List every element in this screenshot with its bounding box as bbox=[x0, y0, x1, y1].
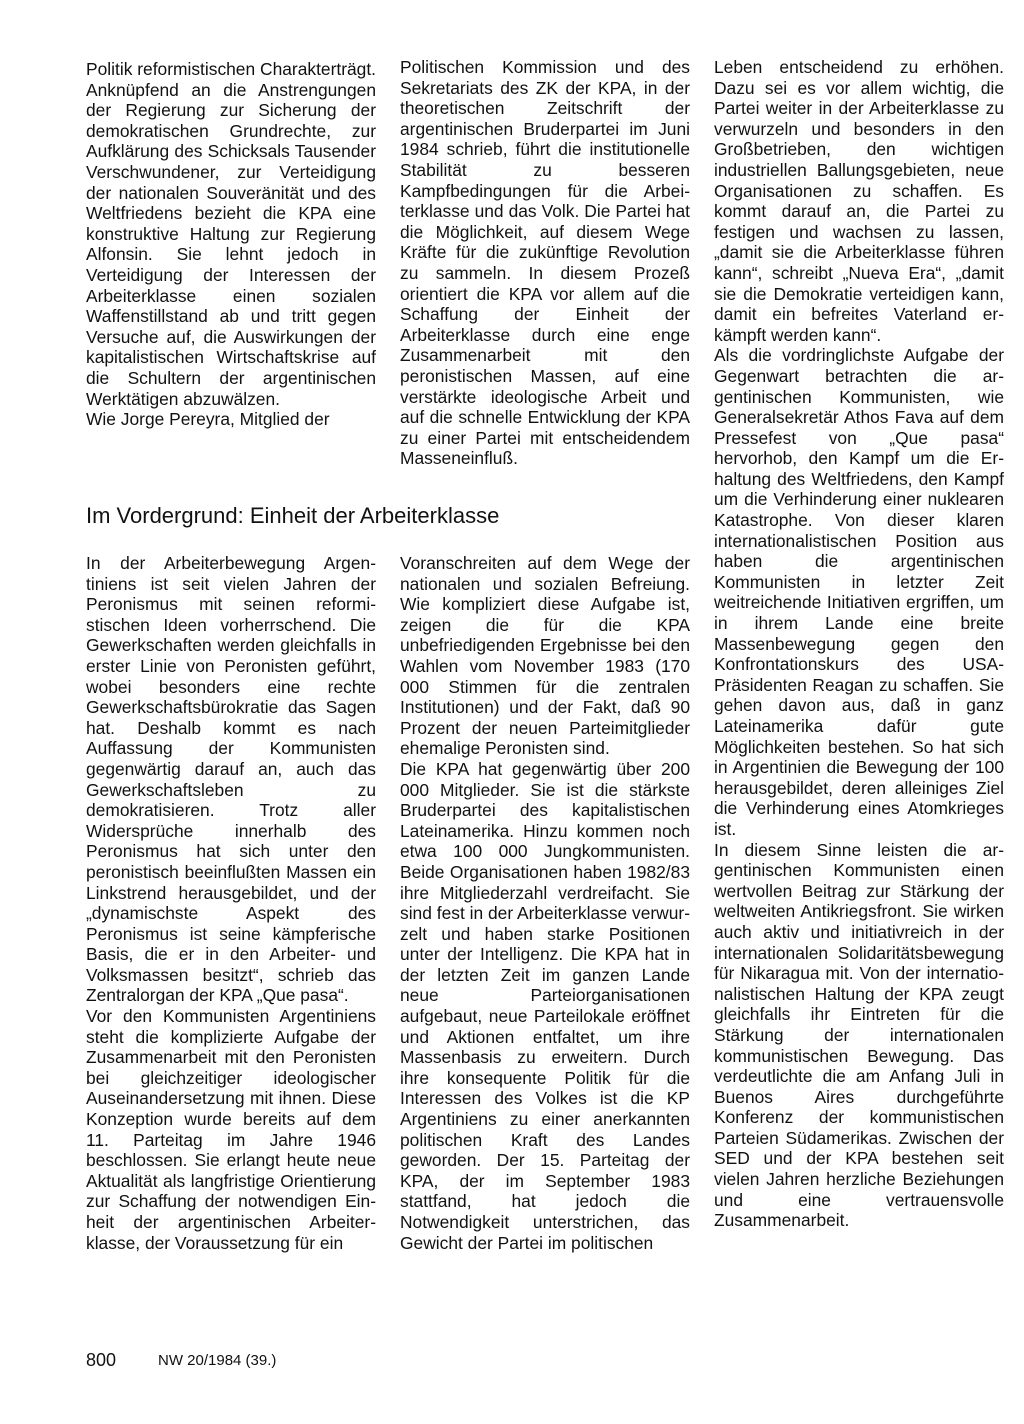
paragraph: In der Arbeiterbewegung Argentiniens ist seit vielen Jahren der Peronismus mit seinen reformistischen Ideen vorherrschend. Die Gewerkschaften werden gleichfalls in erster Linie von Peronisten geführt, wobei besonders eine rechte Gewerkschaftsbürokratie das Sagen hat. Deshalb kommt es nach Auffassung der Kommunisten gegenwärtig darauf an, auch das Gewerkschaftsleben zu demokratisieren. Trotz aller Widersprüche innerhalb des Peronismus hat sich unter den peronistisch beeinflußten Massen ein Linkstrend herausgebildet, und der „dynamischste Aspekt des Peronismus ist seine kämpferische Basis, die er in den Arbeiter- und Volksmassen besitzt“, schrieb das Zentralorgan der KPA „Que pasa“. bbox=[86, 553, 376, 1006]
paragraph: Die KPA hat gegenwärtig über 200 000 Mitglieder. Sie ist die stärkste Bruderpartei des kapitalistischen Lateinamerika. Hinzu kommen noch etwa 100 000 Jungkommunisten. Beide Organisationen haben 1982/83 ihre Mitgliederzahl verdreifacht. Sie sind fest in der Arbeiterklasse verwurzelt und haben starke Positionen unter der Intelligenz. Die KPA hat in der letzten Zeit im ganzen Lande neue Parteiorganisationen aufgebaut, neue Parteilokale eröffnet und Aktionen entfaltet, um ihre Massenbasis zu erweitern. Durch ihre konsequente Politik für die Interessen des Volkes ist die KP Argentiniens zu einer anerkannten politischen Kraft des Landes geworden. Der 15. Parteitag der KPA, der im September 1983 stattfand, hat jedoch die Notwendigkeit unterstrichen, das Gewicht der Partei im politischen bbox=[400, 758, 690, 1253]
paragraph: Voranschreiten auf dem Wege der nationalen und sozialen Befreiung. Wie kompliziert diese Aufgabe ist, zeigen die für die KPA unbefriedigenden Ergebnisse bei den Wahlen vom November 1983 (170 000 Stimmen für die zentralen Institutionen) und der Fakt, daß 90 Prozent der neuen Parteimitglieder ehemalige Peronisten sind. bbox=[400, 553, 690, 759]
paragraph: Als die vordringlichste Aufgabe der Gegenwart betrachten die argentinischen Kommunisten, wie Generalsekretär Athos Fava auf dem Pressefest von „Que pasa“ hervorhob, den Kampf um die Erhaltung des Weltfriedens, den Kampf um die Verhinderung einer nuklearen Katastrophe. Von dieser klaren internationalistischen Position aus haben die argentinischen Kommunisten in letzter Zeit weitreichende Initiativen ergriffen, um in ihrem Lande eine breite Massenbewegung gegen den Konfrontationskurs des USA-Präsidenten Reagan zu schaffen. Sie gehen davon aus, daß in ganz Lateinamerika dafür gute Möglichkeiten bestehen. So hat sich in Argentinien die Bewegung der 100 herausgebildet, deren alleiniges Ziel die Verhinderung eines Atomkrieges ist. bbox=[714, 345, 1004, 839]
paragraph: In diesem Sinne leisten die argentinischen Kommunisten einen wertvollen Beitrag zur Stärkung der weltweiten Antikriegsfront. Sie wirken auch aktiv und initiativreich in der internationalen Solidaritätsbewegung für Nikaragua mit. Von der internationalistischen Haltung der KPA zeugt gleichfalls ihr Eintreten für die Stärkung der internationalen kommunistischen Bewegung. Das verdeutlichte die am Anfang Juli in Buenos Aires durchgeführte Konferenz der kommunistischen Parteien Südamerikas. Zwischen der SED und der KPA bestehen seit vielen Jahren herzliche Beziehungen und eine vertrauensvolle Zusammenarbeit. bbox=[714, 839, 1004, 1231]
paragraph: Leben entscheidend zu erhöhen. Dazu sei es vor allem wichtig, die Partei weiter in der Arbeiterklasse zu verwurzeln und besonders in den Großbetrieben, den wichtigen industriellen Ballungsgebieten, neue Organisationen zu schaffen. Es kommt darauf an, die Partei zu festigen und wachsen zu lassen, „damit sie die Arbeiterklasse führen kann“, schreibt „Nueva Era“, „damit sie die Demokratie verteidigen kann, damit ein befreites Vaterland erkämpft werden kann“. bbox=[714, 57, 1004, 345]
journal-reference: NW 20/1984 (39.) bbox=[158, 1352, 277, 1369]
paragraph: Politik reformistischen Charakterträgt. Anknüpfend an die Anstrengungen der Regierung zur Sicherung der demokratischen Grundrechte, zur Aufklärung des Schicksals Tausender Verschwundener, zur Verteidigung der nationalen Souveränität und des Weltfriedens bezieht die KPA eine konstruktive Haltung zur Regierung Alfonsin. Sie lehnt jedoch in Verteidigung der Interessen der Arbeiterklasse einen sozialen Waffenstillstand ab und tritt gegen Versuche auf, die Auswirkungen der kapitalistischen Wirtschaftskrise auf die Schultern der argentinischen Werktätigen abzuwälzen. bbox=[86, 59, 376, 409]
column-middle-top bbox=[400, 57, 690, 469]
column-left-top bbox=[86, 59, 376, 430]
page-number: 800 bbox=[86, 1350, 117, 1370]
page-footer bbox=[86, 1350, 586, 1374]
section-heading: Im Vordergrund: Einheit der Arbeiterklasse bbox=[86, 503, 500, 528]
column-right bbox=[714, 57, 1004, 1231]
column-middle-bottom bbox=[400, 553, 690, 1253]
paragraph: Wie Jorge Pereyra, Mitglied der bbox=[86, 409, 330, 430]
paragraph: Politischen Kommission und des Sekretariats des ZK der KPA, in der theoretischen Zeitschrift der argentinischen Bruderpartei im Juni 1984 schrieb, führt die institutionelle Stabilität zu besseren Kampfbedingungen für die Arbeiterklasse und das Volk. Die Partei hat die Möglichkeit, auf diesem Wege Kräfte für die zukünftige Revolution zu sammeln. In diesem Prozeß orientiert die KPA vor allem auf die Schaffung der Einheit der Arbeiterklasse durch eine enge Zusammenarbeit mit den peronistischen Massen, auf eine verstärkte ideologische Arbeit und auf die schnelle Entwicklung der KPA zu einer Partei mit entscheidendem Masseneinfluß. bbox=[400, 57, 690, 469]
column-left-bottom bbox=[86, 553, 376, 1253]
paragraph: Vor den Kommunisten Argentiniens steht die komplizierte Aufgabe der Zusammenarbeit mit den Peronisten bei gleichzeitiger ideologischer Auseinandersetzung mit ihnen. Diese Konzeption wurde bereits auf dem 11. Parteitag im Jahre 1946 beschlossen. Sie erlangt heute neue Aktualität als langfristige Orientierung zur Schaffung der notwendigen Einheit der argentinischen Arbeiterklasse, der Voraussetzung für ein bbox=[86, 1006, 376, 1253]
